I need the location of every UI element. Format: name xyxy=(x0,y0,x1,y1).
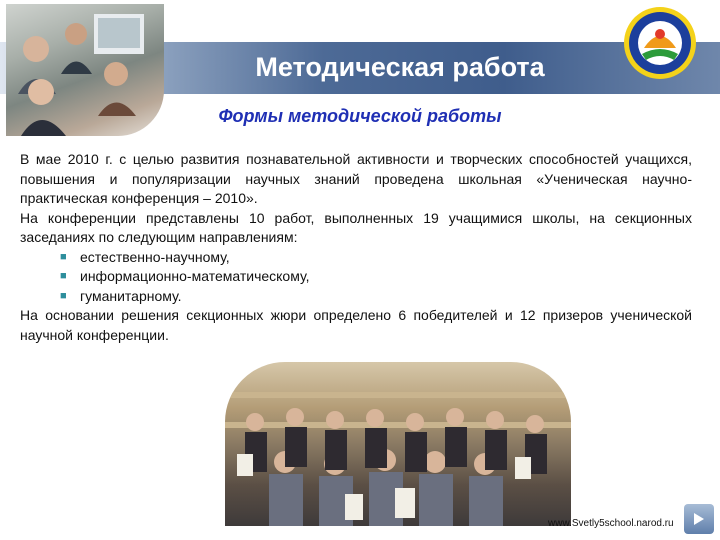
paragraph-results: На основании решения секционных жюри определено 6 победителей и 12 призеров ученической научной конференции. xyxy=(20,307,692,343)
list-item: ■ информационно-математическому, xyxy=(20,267,692,287)
school-logo xyxy=(622,4,698,82)
square-bullet-icon: ■ xyxy=(60,250,67,263)
website-url[interactable]: www.Svetly5school.narod.ru xyxy=(548,518,674,529)
square-bullet-icon: ■ xyxy=(60,270,67,282)
conference-group-photo xyxy=(225,362,571,526)
paragraph-works-presented: На конференции представлены 10 работ, выполненных 19 учащимися школы, на секционных заседаниях по следующим направлениям: xyxy=(20,209,692,245)
page-title: Методическая работа xyxy=(255,52,545,82)
next-slide-button[interactable] xyxy=(684,504,714,534)
list-item: ■ естественно-научному, xyxy=(20,248,692,268)
body-text xyxy=(20,150,692,345)
paragraph-conference-intro: В мае 2010 г. с целью развития познавательной активности и творческих способностей учащихся, повышения и популяризации научных знаний проведена школьная «Ученическая научно-практическая конференция – 2010». xyxy=(20,151,692,206)
directions-list xyxy=(20,248,692,307)
section-subtitle: Формы методической работы xyxy=(218,106,502,126)
next-arrow-icon xyxy=(690,510,708,528)
square-bullet-icon: ■ xyxy=(60,289,67,302)
list-item: ■ гуманитарному. xyxy=(20,287,692,307)
